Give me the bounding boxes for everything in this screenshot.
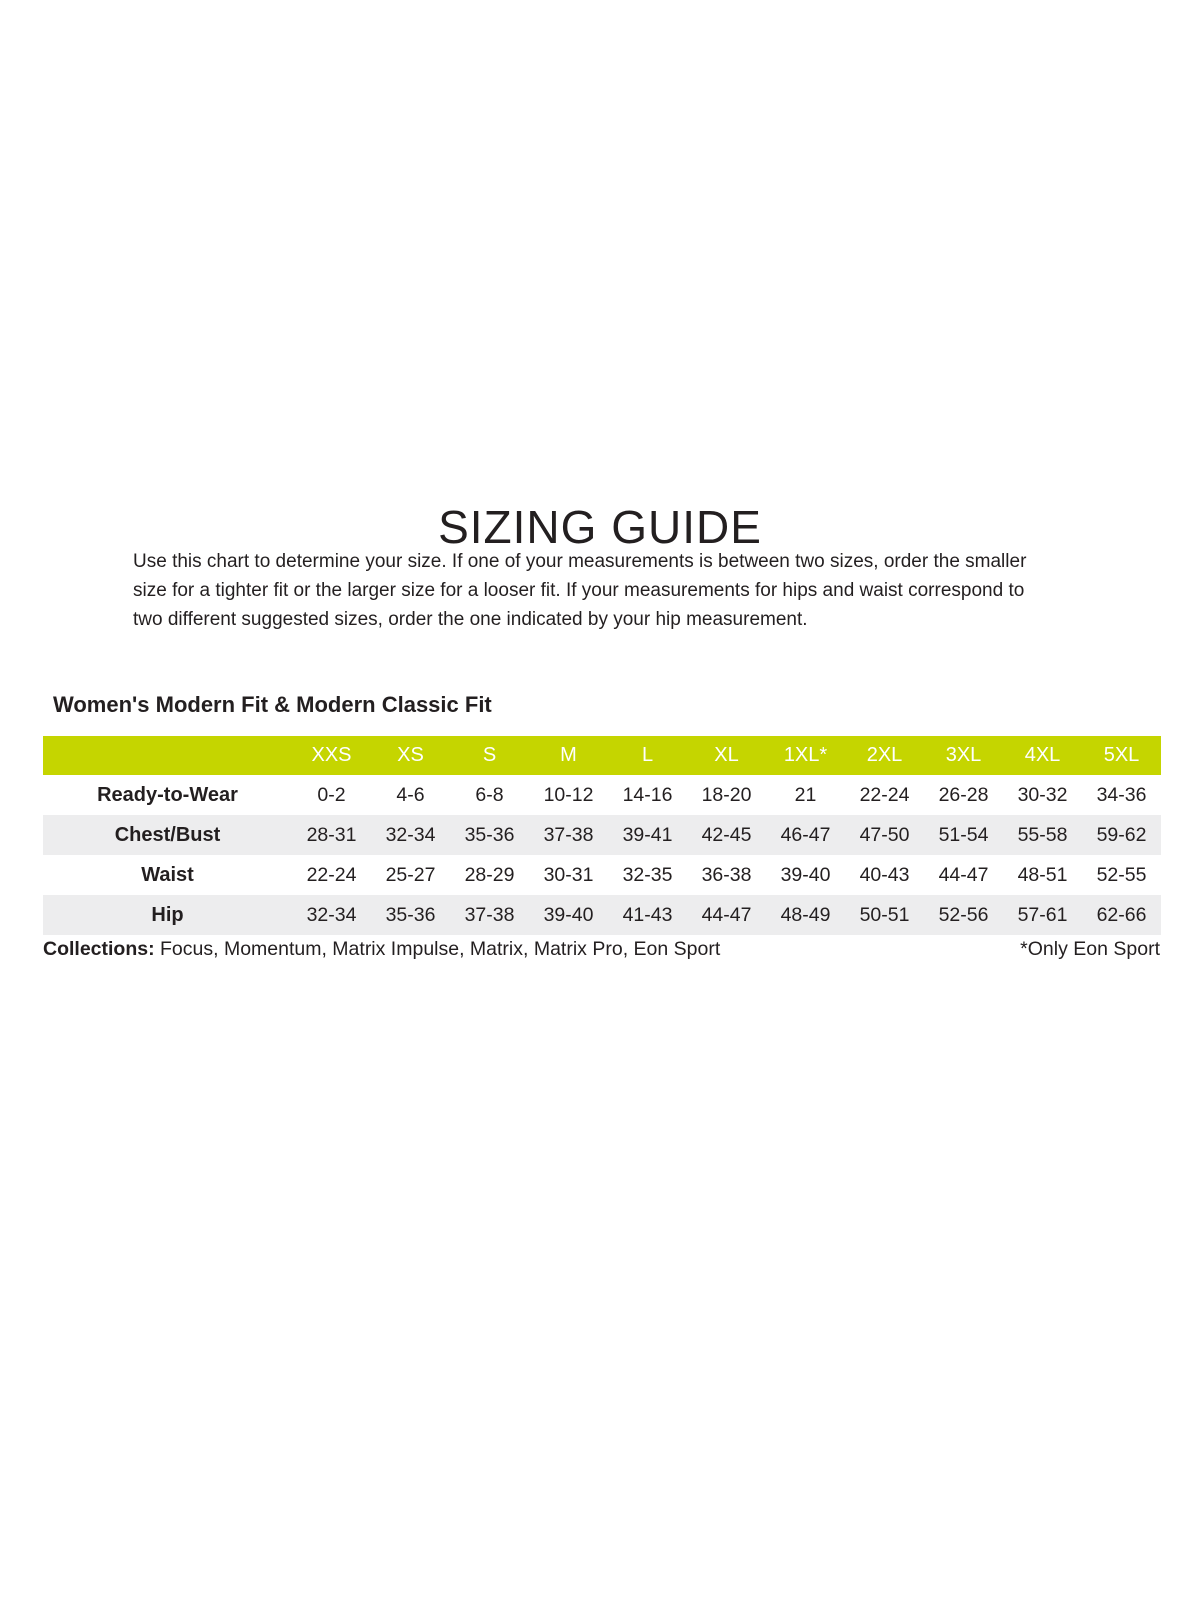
- size-cell: 35-36: [464, 823, 515, 846]
- size-cell: 51-54: [938, 823, 989, 846]
- size-cell: 44-47: [701, 903, 752, 926]
- size-chart-table: [43, 736, 1161, 935]
- size-cell: 6-8: [475, 783, 504, 806]
- size-cell: 46-47: [780, 823, 831, 846]
- row-label: Ready-to-Wear: [97, 783, 238, 806]
- intro-line: size for a tighter fit or the larger size for a looser fit. If your measurements for hips and waist correspond to: [133, 580, 1025, 601]
- intro-paragraph: [133, 547, 1073, 634]
- size-cell: 34-36: [1096, 783, 1147, 806]
- size-column-header: S: [450, 736, 529, 775]
- row-label: Chest/Bust: [114, 823, 221, 846]
- size-cell: 48-49: [780, 903, 831, 926]
- collections-label: Collections:: [43, 938, 155, 960]
- size-cell: 28-29: [464, 863, 515, 886]
- intro-line: two different suggested sizes, order the one indicated by your hip measurement.: [133, 609, 808, 630]
- size-column-header: 2XL: [845, 736, 924, 775]
- page-title: SIZING GUIDE: [438, 500, 762, 553]
- row-label: Waist: [141, 863, 194, 886]
- size-column-header: XXS: [292, 736, 371, 775]
- size-column-header: XS: [371, 736, 450, 775]
- size-column-header: 1XL*: [766, 736, 845, 775]
- size-cell: 10-12: [543, 783, 594, 806]
- size-cell: 32-35: [622, 863, 673, 886]
- size-cell: 42-45: [701, 823, 752, 846]
- size-column-header: 4XL: [1003, 736, 1082, 775]
- size-cell: 37-38: [543, 823, 594, 846]
- footnote: *Only Eon Sport: [1020, 938, 1160, 960]
- size-cell: 39-40: [543, 903, 594, 926]
- size-cell: 47-50: [859, 823, 910, 846]
- size-cell: 52-56: [938, 903, 989, 926]
- size-cell: 52-55: [1096, 863, 1147, 886]
- size-column-header: M: [529, 736, 608, 775]
- collections-list: Focus, Momentum, Matrix Impulse, Matrix, Matrix Pro, Eon Sport: [154, 938, 721, 960]
- size-cell: 4-6: [396, 783, 425, 806]
- size-cell: 22-24: [306, 863, 357, 886]
- size-cell: 39-41: [622, 823, 673, 846]
- size-cell: 57-61: [1017, 903, 1068, 926]
- table-row: [43, 895, 1161, 935]
- size-cell: 28-31: [306, 823, 357, 846]
- header-empty-cell: [43, 736, 292, 775]
- size-cell: 48-51: [1017, 863, 1068, 886]
- table-footer: [43, 938, 1160, 961]
- size-cell: 22-24: [859, 783, 910, 806]
- table-row: [43, 855, 1161, 895]
- size-cell: 50-51: [859, 903, 910, 926]
- table-row: [43, 815, 1161, 855]
- size-cell: 36-38: [701, 863, 752, 886]
- size-cell: 59-62: [1096, 823, 1147, 846]
- section-heading: Women's Modern Fit & Modern Classic Fit: [53, 692, 492, 717]
- table-header-row: [43, 736, 1161, 775]
- size-cell: 32-34: [306, 903, 357, 926]
- size-cell: 40-43: [859, 863, 910, 886]
- size-cell: 21: [794, 783, 817, 806]
- size-cell: 44-47: [938, 863, 989, 886]
- size-column-header: XL: [687, 736, 766, 775]
- size-cell: 39-40: [780, 863, 831, 886]
- size-cell: 18-20: [701, 783, 752, 806]
- size-column-header: L: [608, 736, 687, 775]
- size-cell: 14-16: [622, 783, 673, 806]
- intro-line: Use this chart to determine your size. If one of your measurements is between two sizes, order the smaller: [133, 551, 1027, 572]
- size-column-header: 5XL: [1082, 736, 1161, 775]
- size-cell: 25-27: [385, 863, 436, 886]
- table-row: [43, 775, 1161, 815]
- size-cell: 62-66: [1096, 903, 1147, 926]
- size-cell: 30-32: [1017, 783, 1068, 806]
- size-cell: 30-31: [543, 863, 594, 886]
- size-cell: 0-2: [317, 783, 346, 806]
- size-cell: 55-58: [1017, 823, 1068, 846]
- row-label: Hip: [151, 903, 184, 926]
- size-cell: 37-38: [464, 903, 515, 926]
- size-cell: 32-34: [385, 823, 436, 846]
- size-cell: 35-36: [385, 903, 436, 926]
- size-column-header: 3XL: [924, 736, 1003, 775]
- size-cell: 41-43: [622, 903, 673, 926]
- size-cell: 26-28: [938, 783, 989, 806]
- collections-line: [43, 938, 720, 961]
